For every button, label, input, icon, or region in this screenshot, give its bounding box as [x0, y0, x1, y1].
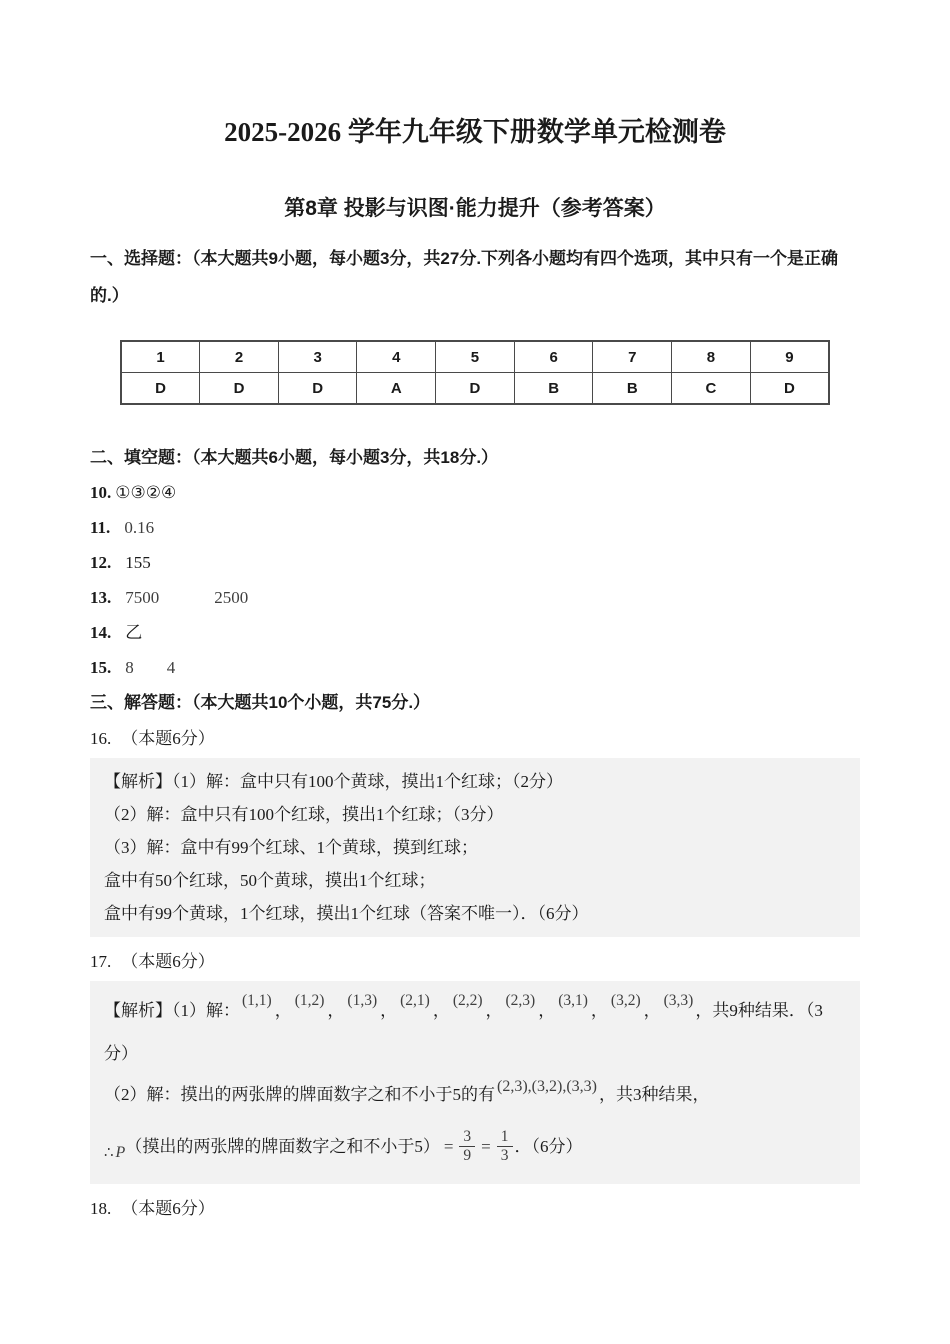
solution-line: （3）解：盒中有99个红球、1个黄球，摸到红球； [104, 838, 478, 857]
q17-label [90, 951, 860, 973]
solution-line: 盒中有50个红球，50个黄球，摸出1个红球； [104, 871, 436, 890]
question-number-cell: 4 [357, 341, 436, 373]
solution-text: 【解析】（1）解： [104, 1001, 240, 1020]
fill-item-11 [90, 517, 860, 539]
fill-item-answer: 8 [125, 658, 134, 677]
solution-text: （摸出的两张牌的牌面数字之和不小于5） [125, 1137, 440, 1156]
answer-letter-cell: D [436, 373, 515, 405]
fill-item-number: 15. [90, 658, 112, 677]
fill-item-answer: 7500 [125, 588, 160, 607]
question-number-cell: 5 [436, 341, 515, 373]
probability-variable: P [115, 1144, 126, 1161]
question-number-cell: 7 [593, 341, 672, 373]
math-tuple: (1,3) [347, 992, 378, 1009]
q16-number: 16. [90, 729, 112, 748]
fill-item-12 [90, 552, 860, 574]
fill-item-number: 14. [90, 623, 112, 642]
solution-line [104, 1118, 846, 1177]
solution-text: ，共9种结果．（3 [695, 1001, 823, 1020]
fill-item-answer: 2500 [214, 588, 249, 607]
q18-number: 18. [90, 1199, 112, 1218]
page-title: 2025-2026 学年九年级下册数学单元检测卷 [224, 117, 726, 147]
therefore-symbol: ∴ P [104, 1144, 126, 1161]
question-number-cell: 3 [278, 341, 357, 373]
fill-item-13 [90, 587, 860, 609]
q16-score: （本题6分） [121, 729, 215, 748]
answer-table [120, 340, 830, 405]
answer-table-answer-row [121, 373, 829, 405]
page-subtitle: 第8章 投影与识图·能力提升（参考答案） [284, 197, 666, 220]
q17-solution-box [90, 981, 860, 1184]
fraction-numerator: 1 [497, 1128, 513, 1147]
tuple-separator: ， [538, 1001, 556, 1020]
answer-letter-cell: C [672, 373, 751, 405]
fill-item-10 [90, 482, 860, 504]
fill-item-number: 10. [90, 483, 112, 502]
tuple-separator: ， [380, 1001, 398, 1020]
q16-label [90, 728, 860, 750]
solution-line: 盒中有99个黄球，1个红球，摸出1个红球（答案不唯一）．（6分） [104, 904, 589, 923]
tuple-separator: ， [485, 1001, 503, 1020]
answer-letter-cell: D [200, 373, 279, 405]
math-tuple: (2,3) [505, 992, 536, 1009]
fill-item-15 [90, 657, 860, 679]
q18-label [90, 1198, 860, 1220]
q17-number: 17. [90, 952, 112, 971]
solution-text: ，共3种结果， [598, 1085, 710, 1104]
fill-item-answer: 乙 [125, 623, 143, 642]
answer-letter-cell: D [750, 373, 829, 405]
fill-item-number: 11. [90, 518, 111, 537]
fill-item-14 [90, 622, 860, 644]
fraction-numerator: 3 [459, 1128, 475, 1147]
fill-item-answer: 155 [125, 553, 151, 572]
math-tuple: (1,1) [242, 992, 272, 1009]
tuple-separator: ， [327, 1001, 345, 1020]
fill-section-heading: 二、填空题：（本大题共6小题，每小题3分，共18分.） [90, 448, 499, 467]
math-tuple: (2,2) [452, 992, 483, 1009]
math-tuple: (3,2) [610, 992, 641, 1009]
answer-letter-cell: B [593, 373, 672, 405]
fraction-denominator: 3 [500, 1146, 509, 1164]
q18-score: （本题6分） [121, 1199, 215, 1218]
question-number-cell: 9 [750, 341, 829, 373]
solution-line: （2）解：盒中只有100个红球，摸出1个红球；（3分） [104, 805, 504, 824]
fraction-denominator: 9 [463, 1146, 472, 1164]
fill-item-number: 12. [90, 553, 112, 572]
answer-letter-cell: B [514, 373, 593, 405]
math-tuple-set: (2,3),(3,2),(3,3) [497, 1078, 597, 1095]
question-number-cell: 8 [672, 341, 751, 373]
tuple-separator: ， [432, 1001, 450, 1020]
question-number-cell: 1 [121, 341, 200, 373]
fill-item-answer: ①③②④ [115, 483, 177, 502]
equals-sign: = [481, 1137, 491, 1156]
fill-item-number: 13. [90, 588, 112, 607]
tuple-separator: ， [274, 1001, 292, 1020]
fill-item-answer: 4 [166, 658, 176, 677]
question-number-cell: 6 [514, 341, 593, 373]
tuple-separator: ， [643, 1001, 661, 1020]
math-tuple: (3,3) [663, 992, 694, 1009]
solution-line: 分） [104, 1044, 138, 1063]
solution-text: （2）解：摸出的两张牌的牌面数字之和不小于5的有 [104, 1085, 495, 1104]
choice-section-heading: 一、选择题：（本大题共9小题，每小题3分，共27分.下列各小题均有四个选项，其中只有一个是正确的.） [90, 249, 839, 305]
fill-item-answer: 0.16 [124, 518, 155, 537]
answer-letter-cell: A [357, 373, 436, 405]
fill-answer-list [90, 482, 860, 679]
math-tuple: (2,1) [400, 992, 430, 1009]
answer-letter-cell: D [121, 373, 200, 405]
fraction-1-3 [497, 1128, 513, 1165]
solution-line [104, 988, 846, 1035]
solution-line [104, 1073, 846, 1118]
question-number-cell: 2 [200, 341, 279, 373]
answer-letter-cell: D [278, 373, 357, 405]
answer-table-number-row [121, 341, 829, 373]
fraction-3-9 [459, 1128, 475, 1165]
q17-score: （本题6分） [121, 952, 215, 971]
math-tuple: (1,2) [294, 992, 325, 1009]
solution-section-heading: 三、解答题：（本大题共10个小题，共75分.） [90, 693, 431, 712]
q16-solution-box [90, 758, 860, 937]
solution-text: ．（6分） [514, 1137, 583, 1156]
equals-sign: = [443, 1137, 454, 1156]
tuple-separator: ， [590, 1001, 608, 1020]
solution-line: 【解析】（1）解：盒中只有100个黄球，摸出1个红球；（2分） [104, 772, 563, 791]
math-tuple: (3,1) [558, 992, 588, 1009]
